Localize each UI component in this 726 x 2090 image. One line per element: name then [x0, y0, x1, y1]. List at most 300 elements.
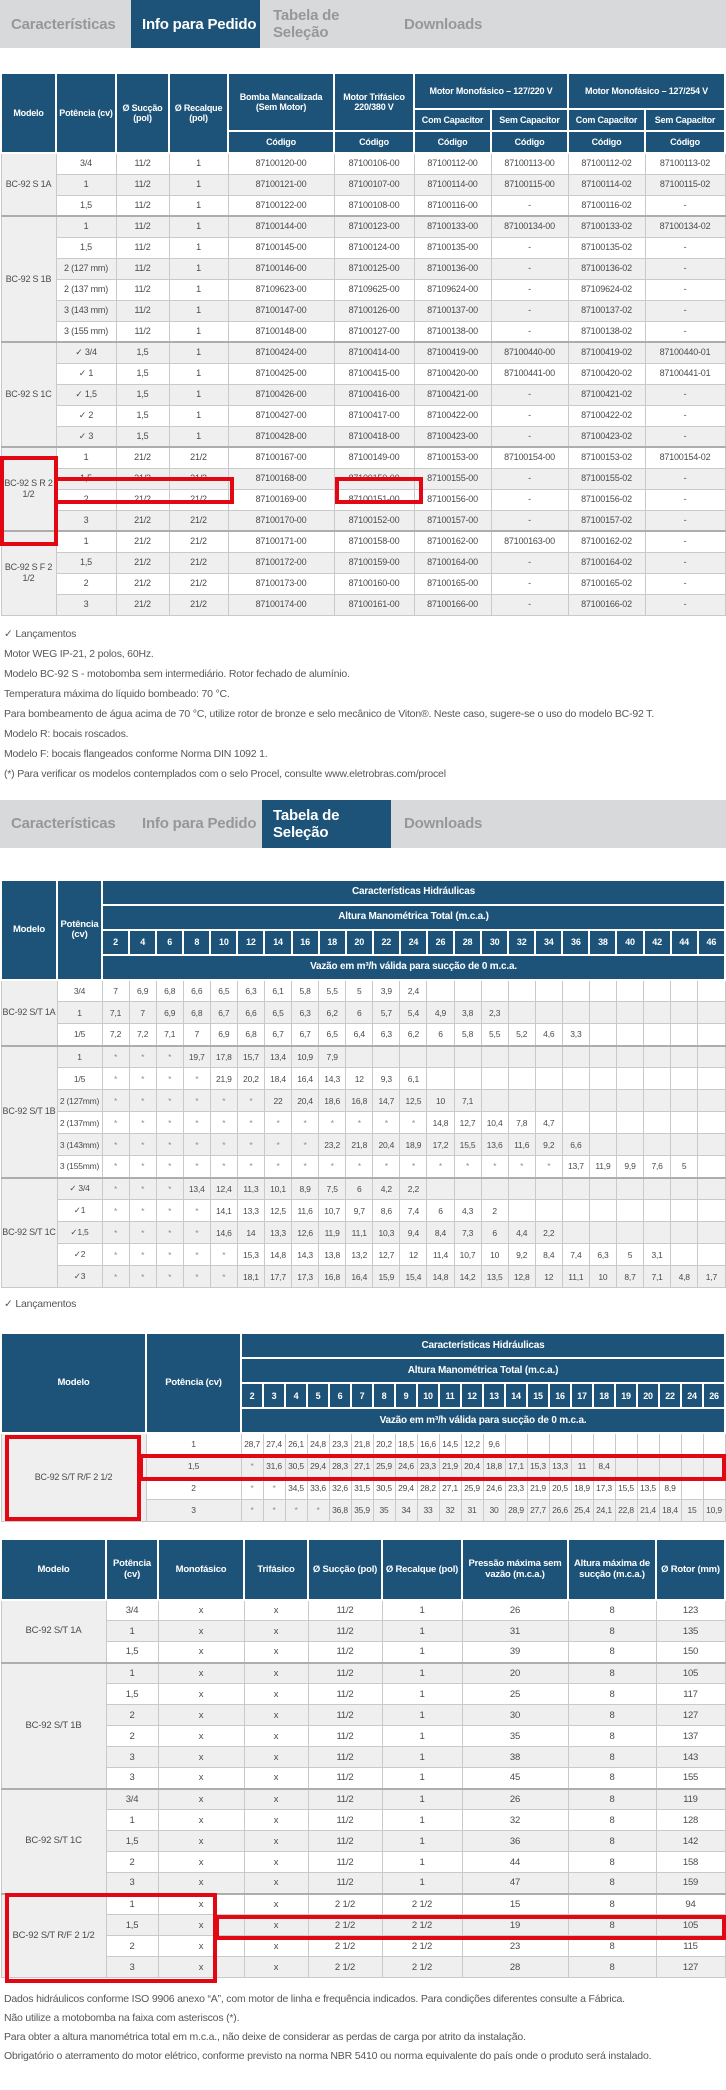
cell: 87100121-00 [228, 174, 334, 195]
cell: 2,2 [400, 1178, 427, 1200]
cell: * [129, 1046, 156, 1068]
cell: 21/2 [116, 573, 169, 594]
cell: * [535, 1156, 562, 1178]
cell: 3,9 [373, 980, 400, 1002]
cell: 87100421-00 [414, 384, 491, 405]
cell: 2 (127mm) [57, 1090, 102, 1112]
cell: 87100148-00 [228, 321, 334, 342]
cell: - [645, 258, 725, 279]
cell: 87100106-00 [334, 153, 414, 174]
cell: * [264, 1112, 291, 1134]
tab-caracteristicas[interactable]: Características [0, 0, 129, 48]
altura-col-header: 2 [241, 1383, 263, 1408]
cell: 31 [462, 1621, 568, 1642]
table-row [1, 258, 725, 279]
cell: 143 [656, 1747, 725, 1768]
cell: 15,5 [454, 1134, 481, 1156]
cell: 4,4 [508, 1222, 535, 1244]
cell: 1 [169, 153, 228, 174]
cell: 6,9 [129, 980, 156, 1002]
col-header: Ø Rotor (mm) [656, 1539, 725, 1600]
cell [373, 1046, 400, 1068]
table-row [1, 1433, 725, 1455]
cell [589, 980, 616, 1002]
cell: 9,3 [373, 1068, 400, 1090]
cell: 12,5 [400, 1090, 427, 1112]
cell: 6,8 [237, 1024, 264, 1046]
cell [671, 1046, 698, 1068]
cell: 1 [382, 1789, 462, 1810]
note-line: Para bombeamento de água acima de 70 °C, utilize rotor de bronze e selo mecânico de Viton®. Neste caso, sugere-se o uso do modelo BC-92 T. [4, 707, 654, 720]
cell: * [319, 1156, 346, 1178]
cell: * [241, 1477, 263, 1499]
cell: 1 [382, 1768, 462, 1789]
cell [616, 1068, 643, 1090]
cell: 24,6 [483, 1477, 505, 1499]
cell: 2 1/2 [382, 1936, 462, 1957]
note-line: Obrigatório o aterramento do motor elétrico, conforme previsto na norma NBR 5410 ou norma equivalente do país onde o produto será instalado. [4, 2050, 652, 2062]
col-header: Ø Recalque (pol) [382, 1539, 462, 1600]
cell: 20,5 [549, 1477, 571, 1499]
cell [644, 980, 671, 1002]
cell: 3 [106, 1747, 158, 1768]
cell [427, 1178, 454, 1200]
cell: 11/2 [116, 153, 169, 174]
cell: 87100137-00 [414, 300, 491, 321]
hydraulics-25-table [0, 1332, 726, 1522]
model-cell: BC-92 S/T 1B [1, 1663, 106, 1789]
cell: 25 [462, 1684, 568, 1705]
cell: - [491, 405, 568, 426]
cell: 1 [169, 279, 228, 300]
altura-col-header: 36 [562, 930, 589, 955]
cell: - [645, 426, 725, 447]
cell [562, 1090, 589, 1112]
cell: 18,8 [483, 1455, 505, 1477]
col-header-codigo: Código [334, 131, 414, 153]
cell: 8,9 [292, 1178, 319, 1200]
note-line: Para obter a altura manométrica total em m.c.a., não deixe de considerar as perdas de carga por atrito da instalação. [4, 2031, 526, 2043]
cell: 14,2 [454, 1266, 481, 1288]
tab-downloads[interactable]: Downloads [393, 0, 522, 48]
altura-col-header: 12 [237, 930, 264, 955]
cell: 87100112-00 [414, 153, 491, 174]
cell: 1 [169, 258, 228, 279]
cell: x [244, 1852, 308, 1873]
cell: 12,4 [210, 1178, 237, 1200]
altura-col-header: 18 [319, 930, 346, 955]
cell: - [645, 405, 725, 426]
cell [535, 1046, 562, 1068]
cell: 8 [568, 1915, 656, 1936]
cell: 32 [439, 1499, 461, 1521]
cell [703, 1433, 725, 1455]
altura-col-header: 4 [285, 1383, 307, 1408]
cell: 87100419-02 [568, 342, 645, 363]
cell: * [102, 1156, 129, 1178]
altura-col-header: 32 [508, 930, 535, 955]
cell: 87100157-02 [568, 510, 645, 531]
cell: 10 [481, 1244, 508, 1266]
cell: 27,1 [439, 1477, 461, 1499]
cell: 11/2 [116, 174, 169, 195]
cell: 87100169-00 [228, 489, 334, 510]
cell [644, 1178, 671, 1200]
cell: x [158, 1852, 244, 1873]
table-row [1, 342, 725, 363]
cell [508, 980, 535, 1002]
cell: 6,9 [156, 1002, 183, 1024]
cell [671, 1222, 698, 1244]
cell: 8 [568, 1810, 656, 1831]
cell: 13,5 [637, 1477, 659, 1499]
cell: 21/2 [169, 531, 228, 552]
cell [671, 1178, 698, 1200]
cell: 6,9 [210, 1024, 237, 1046]
cell: 3 (143 mm) [56, 300, 116, 321]
cell [698, 1112, 725, 1134]
col-header: Modelo [1, 1539, 106, 1600]
tab-tabela-de-selecao[interactable]: Tabela de Seleção [262, 0, 391, 48]
cell: 34,5 [285, 1477, 307, 1499]
cell: * [210, 1112, 237, 1134]
altura-col-header: 8 [183, 930, 210, 955]
cell: - [645, 510, 725, 531]
header-vazao: Vazão em m³/h válida para sucção de 0 m.c.a. [241, 1408, 725, 1433]
cell: 87100158-00 [334, 531, 414, 552]
cell: - [645, 237, 725, 258]
cell: 11 [571, 1455, 593, 1477]
cell: 6,7 [292, 1024, 319, 1046]
cell: 115 [656, 1936, 725, 1957]
cell: 8 [568, 1957, 656, 1978]
cell: 15,7 [237, 1046, 264, 1068]
cell: 6,2 [400, 1024, 427, 1046]
cell [346, 1046, 373, 1068]
cell: ✓2 [57, 1244, 102, 1266]
cell: 15,3 [237, 1244, 264, 1266]
cell: 18,1 [237, 1266, 264, 1288]
cell [644, 1046, 671, 1068]
cell: * [102, 1134, 129, 1156]
cell: 11/2 [308, 1600, 382, 1621]
cell: 9,2 [535, 1134, 562, 1156]
tab-info-para-pedido[interactable]: Info para Pedido [131, 0, 260, 48]
table-row [1, 1621, 725, 1642]
cell: 28,7 [241, 1433, 263, 1455]
table-row [1, 216, 725, 237]
cell: * [183, 1134, 210, 1156]
cell: 2 [56, 489, 116, 510]
cell [698, 1178, 725, 1200]
cell: 13,3 [264, 1222, 291, 1244]
cell: 1,5 [116, 405, 169, 426]
cell: - [645, 300, 725, 321]
cell: 8,9 [659, 1477, 681, 1499]
cell: 155 [656, 1768, 725, 1789]
cell: 1 [382, 1747, 462, 1768]
cell: 3 (155 mm) [56, 321, 116, 342]
cell [698, 980, 725, 1002]
cell: 87100166-00 [414, 594, 491, 615]
table-row [1, 1768, 725, 1789]
cell: 5,2 [508, 1024, 535, 1046]
cell [427, 1046, 454, 1068]
cell: 11,4 [427, 1244, 454, 1266]
cell: 11/2 [308, 1621, 382, 1642]
cell [671, 1112, 698, 1134]
cell: 11/2 [116, 195, 169, 216]
cell: 13,2 [346, 1244, 373, 1266]
cell: 18,4 [659, 1499, 681, 1521]
cell: 87100138-00 [414, 321, 491, 342]
table-row [1, 468, 725, 489]
order-notes [0, 624, 726, 784]
cell [481, 1068, 508, 1090]
cell: 87100116-02 [568, 195, 645, 216]
table-row [1, 1936, 725, 1957]
cell: * [129, 1200, 156, 1222]
cell: 17,8 [210, 1046, 237, 1068]
cell: 8 [568, 1747, 656, 1768]
cell: 3/4 [56, 153, 116, 174]
cell: 127 [656, 1705, 725, 1726]
cell: 7,6 [644, 1156, 671, 1178]
cell: 10 [589, 1266, 616, 1288]
cell: - [645, 552, 725, 573]
cell: ✓1,5 [57, 1222, 102, 1244]
altura-col-header: 38 [589, 930, 616, 955]
cell: 3 [146, 1499, 241, 1521]
cell: 1 [382, 1621, 462, 1642]
cell [508, 1046, 535, 1068]
cell: 10,4 [481, 1112, 508, 1134]
cell: 3,1 [644, 1244, 671, 1266]
cell: 87100133-02 [568, 216, 645, 237]
cell: x [158, 1915, 244, 1936]
cell: 87100160-00 [334, 573, 414, 594]
cell: ✓3 [57, 1266, 102, 1288]
cell: 1,5 [116, 363, 169, 384]
cell [671, 1134, 698, 1156]
cell: 2,3 [481, 1002, 508, 1024]
cell: 2 1/2 [308, 1957, 382, 1978]
altura-col-header: 9 [395, 1383, 417, 1408]
altura-col-header: 16 [292, 930, 319, 955]
cell: 17,3 [593, 1477, 615, 1499]
cell: 16,8 [346, 1090, 373, 1112]
cell: 87100113-02 [645, 153, 725, 174]
cell: 21,8 [351, 1433, 373, 1455]
cell: x [158, 1726, 244, 1747]
cell: 2 1/2 [308, 1894, 382, 1915]
header-caracteristicas-hidraulicas: Características Hidráulicas [102, 880, 725, 905]
cell: 15 [681, 1499, 703, 1521]
cell: 11,9 [589, 1156, 616, 1178]
note-line: Motor WEG IP-21, 2 polos, 60Hz. [4, 647, 154, 660]
col-header: Trifásico [244, 1539, 308, 1600]
cell: 6 [481, 1222, 508, 1244]
col-header-codigo: Código [228, 131, 334, 153]
cell: 1 [382, 1831, 462, 1852]
cell: x [244, 1957, 308, 1978]
col-header-potencia: Potência (cv) [56, 73, 116, 153]
cell: * [400, 1112, 427, 1134]
table-row [1, 489, 725, 510]
cell: 11,1 [346, 1222, 373, 1244]
table-row [1, 1852, 725, 1873]
cell: - [491, 489, 568, 510]
altura-col-header: 26 [703, 1383, 725, 1408]
cell: 1 [169, 195, 228, 216]
cell: 2 1/2 [308, 1936, 382, 1957]
tab-downloads[interactable]: Downloads [393, 800, 522, 848]
cell: 17,2 [427, 1134, 454, 1156]
cell: x [158, 1684, 244, 1705]
cell: 87100154-00 [491, 447, 568, 468]
cell: 8 [568, 1936, 656, 1957]
cell [400, 1046, 427, 1068]
cell: 87100173-00 [228, 573, 334, 594]
cell: 6,5 [264, 1002, 291, 1024]
cell: 5 [671, 1156, 698, 1178]
cell: 11/2 [308, 1642, 382, 1663]
cell: 2 (137 mm) [56, 279, 116, 300]
tabbar-filler [524, 800, 726, 848]
cell [698, 1222, 725, 1244]
cell: 13,3 [549, 1455, 571, 1477]
cell: 23,3 [417, 1455, 439, 1477]
cell: 3 (155mm) [57, 1156, 102, 1178]
cell: 1 [169, 216, 228, 237]
cell [593, 1433, 615, 1455]
cell: ✓ 3/4 [57, 1178, 102, 1200]
cell: 11,3 [237, 1178, 264, 1200]
note-line: Dados hidráulicos conforme ISO 9906 anexo “A”, com motor de linha e frequência indicados. Para condições diferentes consulte a Fábrica. [4, 1993, 625, 2005]
cell: 1,5 [116, 342, 169, 363]
cell: 1 [382, 1684, 462, 1705]
cell: * [264, 1156, 291, 1178]
cell: - [645, 489, 725, 510]
cell: x [158, 1705, 244, 1726]
cell: * [237, 1156, 264, 1178]
cell: 21/2 [116, 594, 169, 615]
cell: x [244, 1789, 308, 1810]
cell: 26 [462, 1789, 568, 1810]
altura-col-header: 34 [535, 930, 562, 955]
cell: 15,9 [373, 1266, 400, 1288]
table-row [1, 1600, 725, 1621]
cell: 11/2 [308, 1705, 382, 1726]
cell: 32 [462, 1810, 568, 1831]
altura-col-header: 20 [346, 930, 373, 955]
cell: 3,8 [454, 1002, 481, 1024]
col-header-trifasico: Motor Trifásico 220/380 V [334, 73, 414, 131]
tab-info-para-pedido[interactable]: Info para Pedido [131, 800, 260, 848]
cell: 128 [656, 1810, 725, 1831]
tab-tabela-de-selecao[interactable]: Tabela de Seleção [262, 800, 391, 848]
cell: 11/2 [308, 1789, 382, 1810]
cell: x [158, 1789, 244, 1810]
cell: 87109624-00 [414, 279, 491, 300]
cell: * [156, 1068, 183, 1090]
cell: - [491, 426, 568, 447]
cell [681, 1455, 703, 1477]
cell: 87109625-00 [334, 279, 414, 300]
cell: 28,3 [329, 1455, 351, 1477]
cell: 8 [568, 1684, 656, 1705]
cell: 5,5 [481, 1024, 508, 1046]
cell: x [244, 1726, 308, 1747]
cell: 14,8 [427, 1112, 454, 1134]
cell: 13,4 [264, 1046, 291, 1068]
cell: 5,7 [373, 1002, 400, 1024]
cell [698, 1024, 725, 1046]
cell: 27,4 [263, 1433, 285, 1455]
cell: 15,4 [400, 1266, 427, 1288]
cell: 1 [57, 1046, 102, 1068]
cell: 17,3 [292, 1266, 319, 1288]
cell: 9,7 [346, 1200, 373, 1222]
altura-col-header: 19 [615, 1383, 637, 1408]
cell: * [400, 1156, 427, 1178]
altura-col-header: 5 [307, 1383, 329, 1408]
cell: 6,8 [156, 980, 183, 1002]
cell: 2 [106, 1852, 158, 1873]
cell: 1,5 [56, 195, 116, 216]
table-row [1, 1915, 725, 1936]
cell: 21/2 [169, 594, 228, 615]
cell [508, 1200, 535, 1222]
table-row [1, 594, 725, 615]
cell: 12,7 [373, 1244, 400, 1266]
cell: x [244, 1663, 308, 1684]
col-header-sem-capacitor: Sem Capacitor [491, 109, 568, 131]
cell: * [156, 1200, 183, 1222]
cell: 11/2 [308, 1810, 382, 1831]
col-header-bomba: Bomba Mancalizada (Sem Motor) [228, 73, 334, 131]
cell: 117 [656, 1684, 725, 1705]
cell [671, 1090, 698, 1112]
cell: 33 [417, 1499, 439, 1521]
cell: 87100440-01 [645, 342, 725, 363]
cell [454, 980, 481, 1002]
altura-col-header: 44 [671, 930, 698, 955]
cell: 7,2 [129, 1024, 156, 1046]
cell: 87100135-00 [414, 237, 491, 258]
cell: 87100107-00 [334, 174, 414, 195]
cell: * [237, 1134, 264, 1156]
cell: 14 [237, 1222, 264, 1244]
cell: 127 [656, 1957, 725, 1978]
cell: 1 [106, 1621, 158, 1642]
cell: 14,8 [264, 1244, 291, 1266]
cell: * [102, 1200, 129, 1222]
altura-col-header: 22 [373, 930, 400, 955]
cell: 11/2 [116, 258, 169, 279]
altura-col-header: 24 [400, 930, 427, 955]
cell: 13,8 [319, 1244, 346, 1266]
cell: 35,9 [351, 1499, 373, 1521]
cell: 12,6 [292, 1222, 319, 1244]
cell: 87100172-00 [228, 552, 334, 573]
cell: ✓ 3 [56, 426, 116, 447]
cell: 2 [106, 1726, 158, 1747]
cell: 87100114-00 [414, 174, 491, 195]
header-vazao: Vazão em m³/h válida para sucção de 0 m.c.a. [102, 955, 725, 980]
cell: - [491, 573, 568, 594]
tab-caracteristicas[interactable]: Características [0, 800, 129, 848]
